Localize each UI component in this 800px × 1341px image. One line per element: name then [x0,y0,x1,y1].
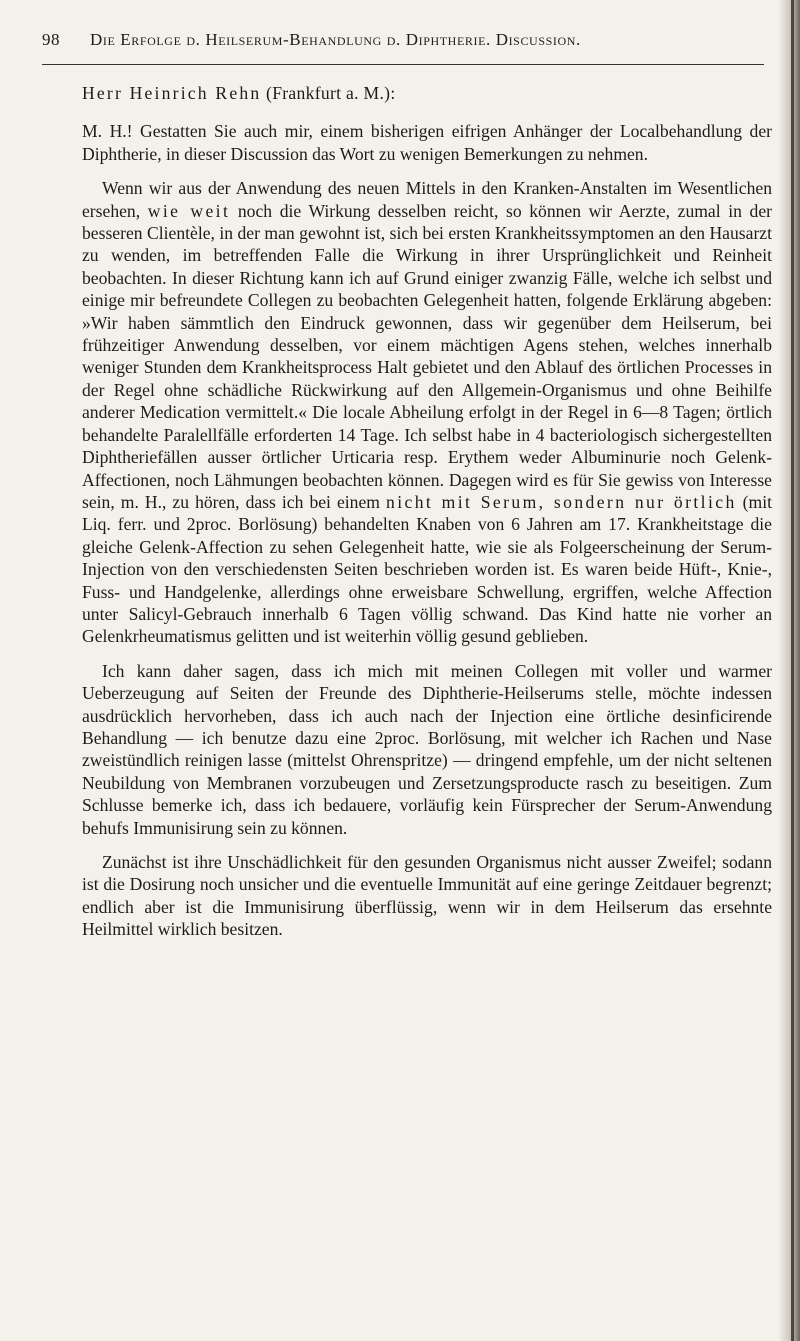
paragraph-p2 [82,177,772,648]
paragraph-p1 [82,120,772,165]
paragraph-text: noch die Wirkung desselben reicht, so können wir Aerzte, zumal in der besseren Clientèle, in der man gewohnt ist, sich bei ersten Krankheitssymptomen an den Hausarzt zu wenden, im betreffenden Falle die Wirkung in ihrer Ursprünglichkeit und Reinheit beobachten. In dieser Richtung kann ich auf Grund einiger zwanzig Fälle, welche ich selbst und einige mir befreundete Collegen zu beobachten Gelegenheit hatten, folgende Erklärung abgeben: »Wir haben sämmtlich den Eindruck gewonnen, dass wir gegenüber dem Heilserum, bei frühzeitiger Anwendung desselben, vor einem mächtigen Agens stehen, welches innerhalb weniger Stunden dem Krankheitsprocess Halt gebietet und den Ablauf des örtlichen Processes in der Regel ohne schädliche Rückwirkung auf den Allgemein-Organismus und ohne Beihilfe anderer Medication vermittelt.« Die locale Abheilung erfolgt in der Regel in 6—8 Tagen; örtlich behandelte Paralellfälle erforderten 14 Tage. Ich selbst habe in 4 bacteriologisch sichergestellten Diphtheriefällen ausser örtlicher Urticaria resp. Erythem weder Albuminurie noch Gelenk-Affectionen, noch Lähmungen beobachten können. Dagegen wird es für Sie gewiss von Interesse sein, m. H., zu hören, dass ich bei einem [82,200,772,512]
paragraph-p3 [82,660,772,839]
emphasis-spaced-text: nicht mit Serum, sondern nur örtlich [386,491,737,512]
speaker-name: Herr Heinrich Rehn [82,83,262,103]
paragraph-text: Zunächst ist ihre Unschädlichkeit für den gesunden Organismus nicht ausser Zweifel; sodann ist die Dosirung noch unsicher und die eventuelle Immunität auf eine geringe Zeitdauer begrenzt; endlich aber ist die Immunisirung überflüssig, wenn wir in dem Heilserum das ersehnte Heilmittel wirklich besitzen. [82,852,772,940]
binding-edge [791,0,794,1341]
paragraph-text: Wenn wir aus der Anwendung des neuen Mittels in den Kranken-Anstalten im Wesentlichen ersehen, [82,178,772,221]
paragraphs [82,120,772,940]
paragraph-p4 [82,851,772,941]
page-body [82,82,772,953]
page-number: 98 [42,30,60,49]
paragraph-text: M. H.! Gestatten Sie auch mir, einem bisherigen eifrigen Anhänger der Localbehandlung der Diphtherie, in dieser Discussion das Wort zu wenigen Bemerkungen zu nehmen. [82,121,772,164]
header-rule [42,64,764,65]
running-head-title: Die Erfolge d. Heilserum-Behandlung d. Diphtherie. Discussion. [90,30,581,49]
running-head [42,30,760,56]
emphasis-spaced-text: wie weit [147,200,231,221]
speaker-place: (Frankfurt a. M.): [266,83,396,103]
paragraph-text: Ich kann daher sagen, dass ich mich mit meinen Collegen mit voller und warmer Ueberzeugung auf Seiten der Freunde des Diphtherie-Heilserums stelle, möchte indessen ausdrücklich hervorheben, dass ich auch nach der Injection eine örtliche desinficirende Behandlung — ich benutze dazu eine 2proc. Borlösung, mit welcher ich Rachen und Nase zweistündlich reinigen lasse (mittelst Ohrenspritze) — dringend empfehle, um der nicht seltenen Neubildung von Membranen vorzubeugen und Zersetzungsproducte rasch zu beseitigen. Zum Schlusse bemerke ich, dass ich bedauere, vorläufig kein Fürsprecher der Serum-Anwendung behufs Immunisirung sein zu können. [82,660,772,838]
speaker-line [82,82,772,104]
page-edge-shadow [778,0,800,1341]
paragraph-text: (mit Liq. ferr. und 2proc. Borlösung) behandelten Knaben von 6 Jahren am 17. Krankheitstage die gleiche Gelenk-Affection zu sehen Gelegenheit hatte, wie sie als Folgeerscheinung der Serum-Injection von den verschiedensten Seiten beschrieben worden ist. Es waren beide Hüft-, Knie-, Fuss- und Handgelenke, allerdings ohne erweisbare Schwellung, ergriffen, welche Affection unter Salicyl-Gebrauch innerhalb 6 Tagen völlig schwand. Das Kind hatte nie vorher an Gelenkrheumatismus gelitten und ist weiterhin völlig gesund geblieben. [82,491,772,647]
